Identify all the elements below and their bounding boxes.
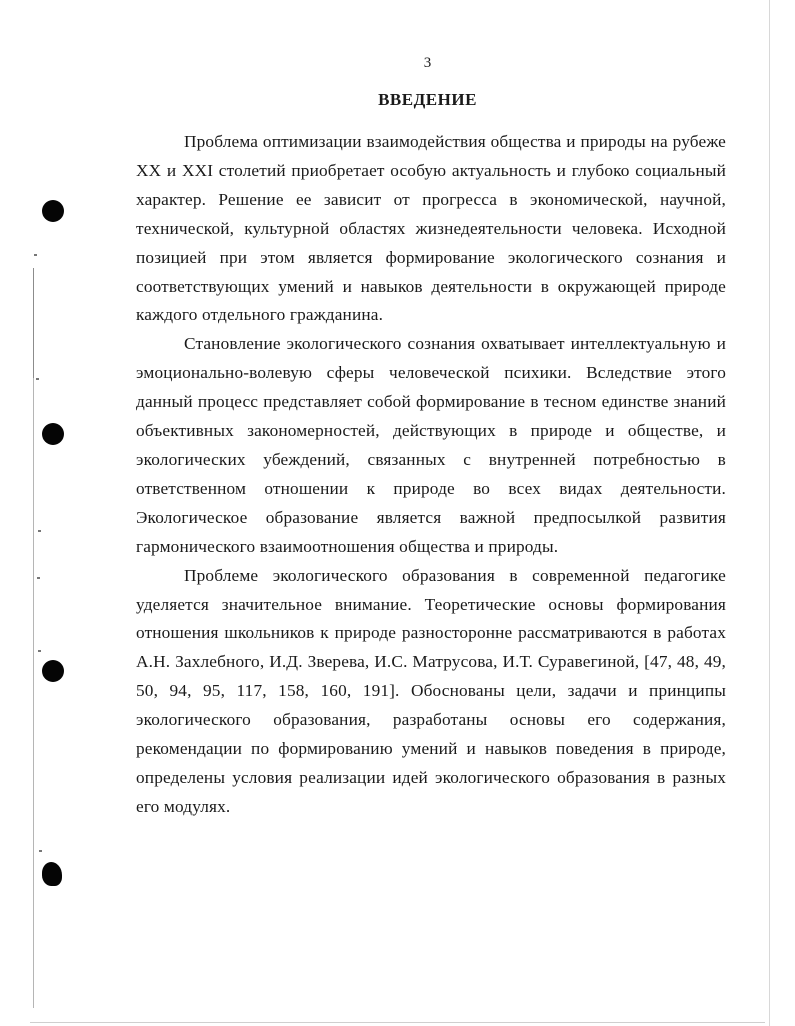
- scan-speck: [39, 850, 42, 852]
- punch-hole: [42, 200, 64, 222]
- punch-hole: [42, 862, 62, 886]
- paragraph: Проблеме экологического образования в современной педагогике уделяется значительное внимание. Теоретические основы формирования отношения школьников к природе разносторонне рассматриваются в работах А.Н. Захлебного, И.Д. Зверева, И.С. Матрусова, И.Т. Суравегиной, [47, 48, 49, 50, 94, 95, 117, 158, 160, 191]. Обоснованы цели, задачи и принципы экологического образования, разработаны основы его содержания, рекомендации по формированию умений и навыков поведения в природе, определены условия реализации идей экологического образования в разных его модулях.: [136, 565, 726, 816]
- scan-speck: [37, 577, 40, 579]
- binder-margin-line-dark: [33, 268, 34, 378]
- scan-speck: [38, 530, 41, 532]
- section-title: ВВЕДЕНИЕ: [378, 90, 477, 109]
- page-number: 3: [423, 55, 432, 71]
- paragraph: Проблема оптимизации взаимодействия общества и природы на рубеже XX и XXI столетий приобретает особую актуальность и глубоко социальный характер. Решение ее зависит от прогресса в экономической, научной, технической, культурной областях жизнедеятельности человека. Исходной позицией при этом является формирование экологического сознания и соответствующих умений и навыков деятельности в окружающей природе каждого отдельного гражданина.: [136, 132, 726, 325]
- paragraph: Становление экологического сознания охватывает интеллектуальную и эмоционально-волевую сферы человеческой психики. Вследствие этого данный процесс представляет собой формирование в тесном единстве знаний объективных закономерностей, действующих в природе и обществе, и экологических убеждений, связанных с внутренней потребностью в ответственном отношении к природе во всех видах деятельности. Экологическое образование является важной предпосылкой развития гармонического взаимоотношения общества и природы.: [136, 334, 726, 556]
- scan-edge-line: [769, 0, 770, 1026]
- binder-margin-line: [33, 268, 34, 1008]
- punch-hole: [42, 660, 64, 682]
- scan-speck: [38, 650, 41, 652]
- body-text: [136, 128, 726, 822]
- scan-bottom-edge: [30, 1022, 765, 1023]
- scan-speck: [36, 378, 39, 380]
- punch-hole: [42, 423, 64, 445]
- scan-speck: [34, 254, 37, 256]
